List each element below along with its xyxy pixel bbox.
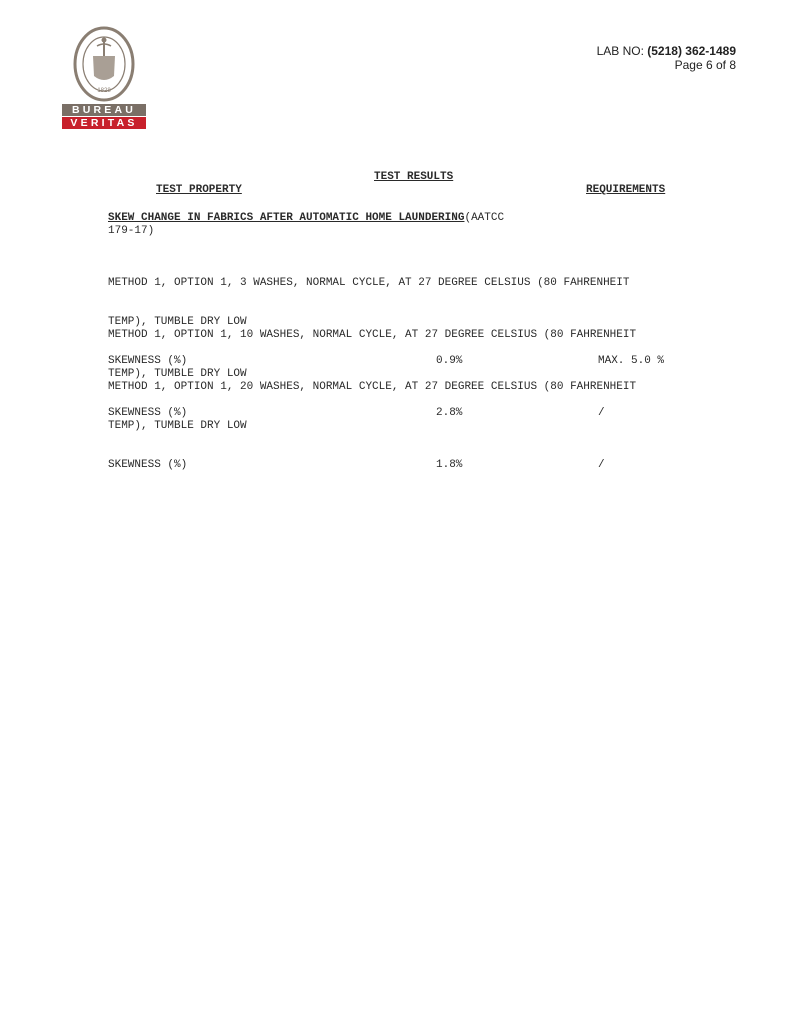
column-header-test-property: TEST PROPERTY <box>156 184 242 196</box>
test-condition-line1: METHOD 1, OPTION 1, 20 WASHES, NORMAL CYCLE, AT 27 DEGREE CELSIUS (80 FAHRENHEIT <box>108 381 637 393</box>
lab-number-label: LAB NO: <box>596 44 648 58</box>
test-condition-line2: TEMP), TUMBLE DRY LOW <box>108 368 247 380</box>
company-logo <box>62 26 146 132</box>
test-condition-line1: METHOD 1, OPTION 1, 10 WASHES, NORMAL CYCLE, AT 27 DEGREE CELSIUS (80 FAHRENHEIT <box>108 329 637 341</box>
test-property-label: SKEWNESS (%) <box>108 407 188 419</box>
column-header-requirements: REQUIREMENTS <box>586 184 666 196</box>
test-result-row <box>108 459 728 472</box>
seal-year: 1828 <box>97 88 111 94</box>
test-condition-line2: TEMP), TUMBLE DRY LOW <box>108 420 247 432</box>
lab-number-line <box>597 44 736 58</box>
report-header <box>597 44 736 72</box>
lab-number-value: (5218) 362-1489 <box>647 44 736 58</box>
section-standard-part1: (AATCC <box>464 212 505 224</box>
test-condition-line2: TEMP), TUMBLE DRY LOW <box>108 316 247 328</box>
test-property-label: SKEWNESS (%) <box>108 355 188 367</box>
section-heading <box>108 212 504 225</box>
test-requirement-value: MAX. 5.0 % <box>598 355 665 367</box>
page-indicator: Page 6 of 8 <box>674 58 736 72</box>
test-result-value: 1.8% <box>436 459 463 471</box>
bureau-veritas-seal-icon <box>73 26 135 102</box>
section-standard-part2: 179-17) <box>108 225 155 237</box>
section-heading-text: SKEW CHANGE IN FABRICS AFTER AUTOMATIC HOME LAUNDERING <box>108 212 465 224</box>
test-property-label: SKEWNESS (%) <box>108 459 188 471</box>
test-condition-line1: METHOD 1, OPTION 1, 3 WASHES, NORMAL CYCLE, AT 27 DEGREE CELSIUS (80 FAHRENHEIT <box>108 277 630 289</box>
test-requirement-value: / <box>598 407 605 419</box>
test-result-value: 0.9% <box>436 355 463 367</box>
test-block <box>108 355 728 485</box>
test-result-value: 2.8% <box>436 407 463 419</box>
page-title: TEST RESULTS <box>374 171 454 183</box>
logo-band-veritas: VERITAS <box>62 117 146 129</box>
test-requirement-value: / <box>598 459 605 471</box>
logo-band-bureau: BUREAU <box>62 104 146 116</box>
